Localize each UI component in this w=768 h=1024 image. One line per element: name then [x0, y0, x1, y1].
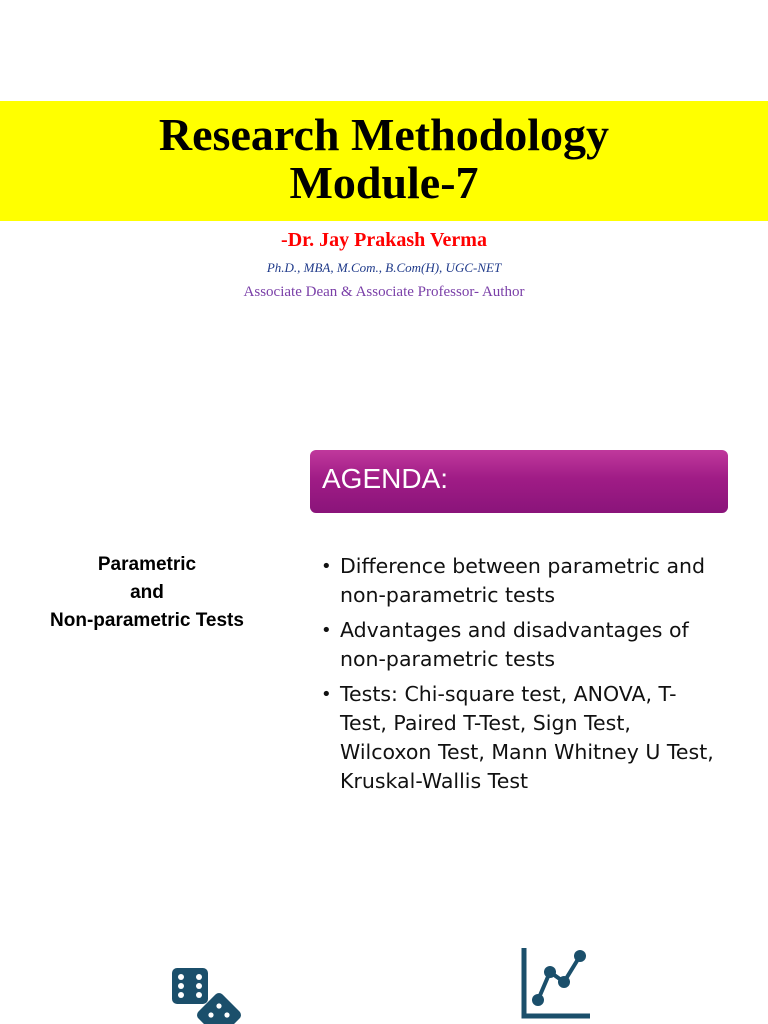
bullet-icon: •: [321, 556, 332, 577]
dice-icon: [170, 966, 248, 1024]
agenda-list: [318, 552, 718, 802]
topic-line-1: Parametric: [97, 554, 197, 575]
author-name: -Dr. Jay Prakash Verma: [281, 229, 487, 251]
bullet-icon: •: [321, 684, 332, 705]
agenda-item: [318, 616, 718, 674]
topic-line-3: Non-parametric Tests: [50, 610, 244, 631]
author-qualifications: Ph.D., MBA, M.Com., B.Com(H), UGC-NET: [266, 260, 502, 275]
title-line-1: Research Methodology: [158, 109, 610, 160]
agenda-item: [318, 552, 718, 610]
topic-title: [20, 551, 274, 635]
bullet-icon: •: [321, 620, 332, 641]
slide-title: [0, 111, 768, 207]
title-line-2: Module-7: [289, 157, 479, 208]
agenda-header: [310, 450, 728, 513]
agenda-label: AGENDA:: [322, 463, 449, 494]
agenda-item-text: Difference between parametric and non-parametric tests: [340, 554, 706, 607]
agenda-item: [318, 680, 718, 796]
author-role: Associate Dean & Associate Professor- Author: [243, 284, 525, 300]
agenda-item-text: Advantages and disadvantages of non-parametric tests: [340, 618, 689, 671]
agenda-item-text: Tests: Chi-square test, ANOVA, T-Test, Paired T-Test, Sign Test, Wilcoxon Test, Mann Whitney U Test, Kruskal-Wallis Test: [340, 682, 714, 793]
line-chart-icon: [520, 946, 594, 1020]
topic-line-2: and: [130, 582, 164, 603]
